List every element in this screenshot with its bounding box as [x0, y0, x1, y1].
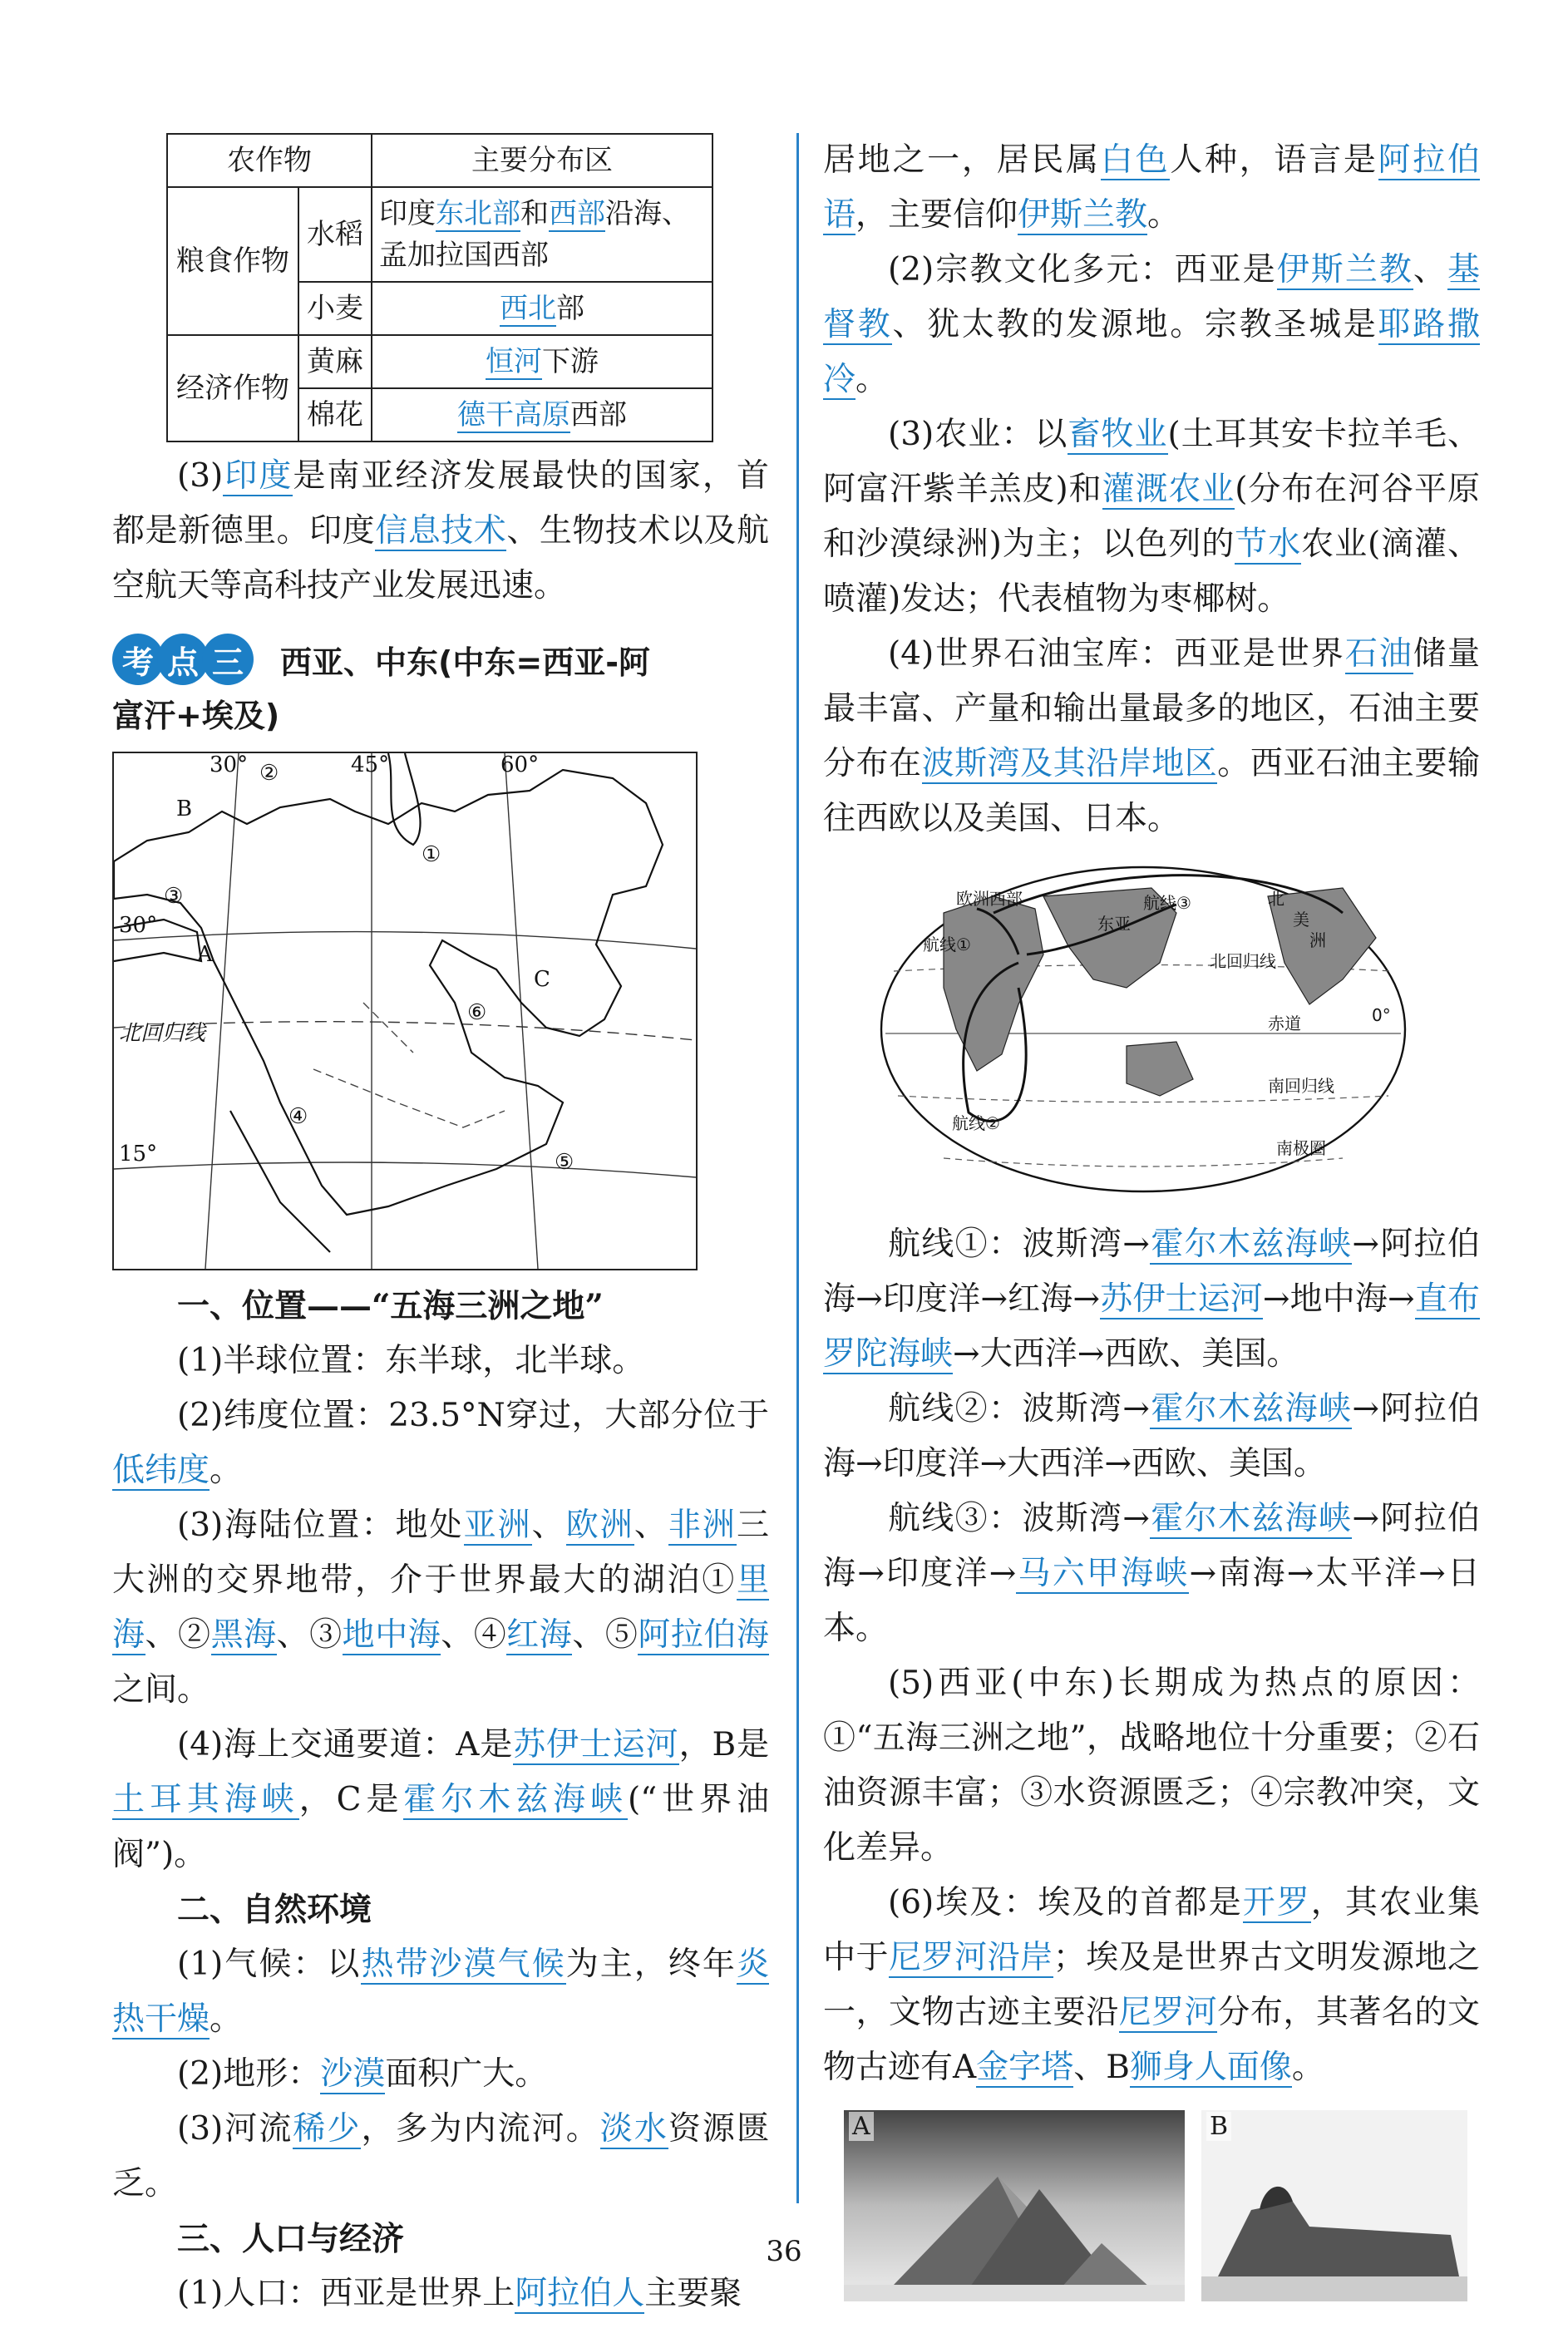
table-header: 主要分布区: [372, 134, 713, 187]
answer: 苏伊士运河: [1100, 1280, 1263, 1318]
text: (2)宗教文化多元：西亚是: [888, 251, 1277, 289]
answer: 欧洲: [565, 1507, 634, 1544]
paragraph: [112, 1388, 769, 1498]
answer: 尼罗河: [1118, 1994, 1218, 2031]
text: (1)气候：以: [177, 1946, 362, 1983]
text: (3): [177, 457, 224, 495]
paragraph: (5)西亚(中东)长期成为热点的原因：①“五海三洲之地”，战略地位十分重要；②石油资源丰富；③水资源匮乏；④宗教冲突，文化差异。: [823, 1665, 1480, 1867]
text: 、②: [145, 1616, 211, 1654]
answer: 信息技术: [375, 512, 507, 550]
map-label: 北: [1268, 889, 1284, 909]
paragraph: [823, 407, 1480, 627]
answer: 低纬度: [112, 1452, 210, 1489]
table-cell: 黄麻: [298, 335, 372, 388]
answer: 石油: [1344, 635, 1413, 673]
answer: 白色: [1100, 141, 1171, 179]
photo-ground: [844, 2285, 1185, 2301]
caspian-sea: [388, 753, 421, 845]
text: 农业(滴灌、喷灌)发达；代表植物为枣椰树。: [823, 525, 1480, 618]
text: 、犹太教的发源地。宗教圣城是: [892, 306, 1378, 343]
text: (6)埃及：埃及的首都是: [888, 1884, 1243, 1921]
crop-table: [166, 133, 713, 442]
table-cell: [372, 187, 713, 282]
heading-location: 一、位置——“五海三洲之地”: [177, 1287, 604, 1325]
text: 西部: [570, 398, 627, 432]
text: 、B: [1073, 2049, 1130, 2086]
badge-char: 三: [202, 634, 254, 685]
table-cell: 粮食作物: [167, 187, 298, 335]
map-number: ②: [259, 761, 279, 786]
text: 部: [556, 292, 584, 325]
answer: 淡水: [599, 2110, 668, 2148]
answer: 稀少: [293, 2110, 362, 2148]
paragraph: [112, 2102, 769, 2212]
text: ，多为内流河。: [361, 2110, 600, 2148]
answer: 印度: [223, 457, 293, 495]
answer: 阿拉伯人: [515, 2275, 645, 2312]
answer: 霍尔木兹海峡: [1150, 1390, 1353, 1428]
map-label: 0°: [1372, 1005, 1391, 1025]
answer: 苏伊士运河: [513, 1726, 679, 1763]
table-cell: 经济作物: [167, 335, 298, 441]
paragraph-india: [112, 449, 769, 614]
paragraph: [823, 133, 1480, 243]
border-line: [363, 1003, 413, 1053]
paragraph: [823, 627, 1480, 846]
map-label: 30°: [210, 752, 249, 777]
right-column: [823, 133, 1480, 2305]
paragraph: (1)半球位置：东半球，北半球。: [177, 1342, 645, 1379]
photo-ground: [1201, 2276, 1467, 2301]
meridian-line: [505, 753, 538, 1269]
text: 航线②：波斯湾→: [888, 1390, 1150, 1428]
text: 。: [210, 2000, 243, 2038]
answer: 霍尔木兹海峡: [1150, 1500, 1353, 1537]
text: 居地之一，居民属: [823, 141, 1101, 179]
answer: 地中海: [342, 1616, 441, 1654]
table-row: [167, 187, 713, 282]
answer: 金字塔: [976, 2049, 1074, 2086]
text: (4)世界石油宝库：西亚是世界: [888, 635, 1345, 673]
answer: 基督教: [823, 251, 1480, 343]
paragraph: [112, 1937, 769, 2047]
text: 。: [1147, 196, 1181, 234]
table-cell: 棉花: [298, 388, 372, 441]
text: →阿拉伯海→印度洋→红海→: [823, 1226, 1480, 1318]
map-label: 30°: [119, 913, 158, 938]
map-label: 南回归线: [1268, 1076, 1334, 1096]
answer: 节水: [1235, 525, 1302, 563]
section-kaodian: [112, 630, 769, 688]
text: (2)纬度位置：23.5°N穿过，大部分位于: [177, 1397, 769, 1434]
map-label: 航线②: [952, 1113, 1000, 1133]
answer: 马六甲海峡: [1016, 1555, 1190, 1592]
text: 、: [634, 1507, 668, 1544]
page-number: 36: [766, 2235, 802, 2268]
answer: 西北: [500, 292, 556, 325]
paragraph: [112, 2047, 769, 2102]
oil-route-map: [877, 863, 1409, 1196]
sphinx-photo: [1201, 2110, 1467, 2305]
text: 、: [1413, 251, 1447, 289]
map-label: 航线①: [923, 935, 971, 954]
text: (土耳其安卡拉羊毛、阿富汗紫羊羔皮)和: [823, 416, 1480, 508]
map-label: 洲: [1309, 930, 1326, 950]
map-label: 15°: [119, 1142, 158, 1166]
paragraph: [823, 1876, 1480, 2095]
map-label: 60°: [500, 752, 540, 777]
text: 资源匮乏。: [112, 2110, 769, 2202]
text: →大西洋→西欧、美国。: [953, 1335, 1299, 1373]
map-point: A: [197, 942, 213, 967]
kaodian-title-cont: 富汗+埃及): [112, 698, 280, 734]
map-label: 欧洲西部: [956, 889, 1023, 909]
answer: 里海: [112, 1561, 769, 1654]
map-label: 南极圈: [1276, 1138, 1326, 1158]
text: (“世界油阀”)。: [112, 1781, 769, 1873]
badge-char: 考: [112, 634, 164, 685]
map-point: C: [534, 967, 550, 992]
paragraph: [823, 243, 1480, 407]
map-label: 东亚: [1097, 914, 1131, 934]
answer: 热带沙漠气候: [361, 1946, 566, 1983]
text: 。: [855, 361, 889, 398]
map-number: ③: [164, 884, 184, 909]
answer: 德干高原: [457, 398, 570, 432]
answer: 阿拉伯海: [638, 1616, 769, 1654]
column-divider: [796, 133, 799, 2203]
answer: 红海: [506, 1616, 573, 1654]
paragraph: [823, 1492, 1480, 1656]
text: (3)海陆位置：地处: [177, 1507, 464, 1544]
text: (4)海上交通要道：A是: [177, 1726, 514, 1763]
text: 、③: [276, 1616, 343, 1654]
map-label: 45°: [351, 752, 390, 777]
region-outline: [114, 770, 663, 1215]
answer: 狮身人面像: [1129, 2049, 1292, 2086]
answer: 恒河: [486, 345, 542, 378]
paragraph: [112, 1498, 769, 1718]
answer: 霍尔木兹海峡: [1150, 1226, 1353, 1263]
table-cell: 水稻: [298, 187, 372, 282]
text: 面积广大。: [385, 2055, 548, 2093]
map-label: 北回归线: [119, 1021, 206, 1046]
text: (3)农业：以: [888, 416, 1068, 453]
answer: 霍尔木兹海峡: [403, 1781, 629, 1818]
answer: 灌溉农业: [1102, 471, 1235, 508]
answer: 炎热干燥: [112, 1946, 769, 2038]
text: 印度: [379, 197, 436, 230]
map-label: 北回归线: [1210, 951, 1276, 971]
text: 、④: [441, 1616, 507, 1654]
west-asia-map: [112, 752, 698, 1270]
photo-row: [844, 2110, 1480, 2305]
heading-population: 三、人口与经济: [177, 2220, 405, 2258]
answer: 土耳其海峡: [112, 1781, 299, 1818]
text: →阿拉伯海→印度洋→大西洋→西欧、美国。: [823, 1390, 1480, 1482]
pyramid-photo: [844, 2110, 1185, 2305]
text: 。: [1291, 2049, 1324, 2086]
text: 是南亚经济发展最快的国家，首都是新德里。印度: [112, 457, 769, 550]
text: 。西亚石油主要输往西欧以及美国、日本。: [823, 745, 1480, 837]
answer: 东北部: [436, 197, 520, 230]
kaodian-badge: [112, 634, 247, 685]
text: 人种，语言是: [1170, 141, 1378, 179]
table-header: 农作物: [167, 134, 372, 187]
text: →阿拉伯海→印度洋→: [823, 1500, 1480, 1592]
border-line: [313, 1069, 505, 1127]
paragraph: [823, 1382, 1480, 1492]
text: ，B是: [678, 1726, 769, 1763]
answer: 非洲: [668, 1507, 737, 1544]
table-cell: 小麦: [298, 282, 372, 335]
table-cell: [372, 335, 713, 388]
answer: 波斯湾及其沿岸地区: [921, 745, 1218, 782]
table-cell: [372, 282, 713, 335]
left-column: [112, 133, 769, 2321]
answer: 直布罗陀海峡: [823, 1280, 1480, 1373]
text: →地中海→: [1262, 1280, 1415, 1318]
text: 储量最丰富、产量和输出量最多的地区，石油主要分布在: [823, 635, 1480, 782]
answer: 伊斯兰教: [1276, 251, 1413, 289]
photo-label: B: [1206, 2112, 1231, 2141]
text: ，主要信仰: [855, 196, 1018, 234]
text: →南海→太平洋→日本。: [823, 1555, 1480, 1647]
answer: 阿拉伯语: [823, 141, 1480, 234]
photo-label: A: [849, 2112, 874, 2141]
table-cell: [372, 388, 713, 441]
red-sea-coast: [230, 1111, 330, 1252]
answer: 伊斯兰教: [1018, 196, 1148, 234]
table-row: [167, 134, 713, 187]
text: 和: [520, 197, 549, 230]
map-number: ⑤: [555, 1150, 574, 1175]
paragraph: [112, 1718, 769, 1882]
text: 。: [210, 1452, 243, 1489]
text: 、: [531, 1507, 566, 1544]
text: 、生物技术以及航空航天等高科技产业发展迅速。: [112, 512, 769, 604]
parallel-line: [114, 1162, 696, 1177]
paragraph: [823, 1217, 1480, 1382]
map-label: 航线③: [1143, 893, 1191, 913]
map-point: B: [176, 797, 193, 821]
heading-environment: 二、自然环境: [177, 1891, 372, 1929]
map-label: 美: [1293, 910, 1309, 930]
answer: 西部: [549, 197, 605, 230]
table-row: [167, 335, 713, 388]
answer: 耶路撒冷: [823, 306, 1480, 398]
paragraph: [112, 2266, 769, 2321]
text: 三大洲的交界地带，介于世界最大的湖泊①: [112, 1507, 769, 1599]
text: 之间。: [112, 1671, 210, 1709]
answer: 黑海: [210, 1616, 277, 1654]
text: (3)河流: [177, 2110, 293, 2148]
text: 航线③：波斯湾→: [888, 1500, 1150, 1537]
answer: 沙漠: [320, 2055, 386, 2093]
text: ；埃及是世界古文明发源地之一，文物古迹主要沿: [823, 1939, 1480, 2031]
answer: 开罗: [1242, 1884, 1311, 1921]
text: ，其农业集中于: [823, 1884, 1480, 1976]
answer: 亚洲: [463, 1507, 532, 1544]
text: (1)人口：西亚是世界上: [177, 2275, 515, 2312]
text: 主要聚: [644, 2275, 742, 2312]
text: 分布，其著名的文物古迹有A: [823, 1994, 1480, 2086]
text: 沿海、孟加拉国西部: [379, 197, 690, 272]
text: ，C是: [298, 1781, 404, 1818]
text: 航线①：波斯湾→: [888, 1226, 1150, 1263]
map-number: ⑥: [467, 1000, 487, 1025]
map-label: 赤道: [1268, 1014, 1301, 1033]
text: 为主，终年: [565, 1946, 737, 1983]
answer: 尼罗河沿岸: [889, 1939, 1053, 1976]
sphinx-image: [1201, 2110, 1467, 2301]
meridian-line: [205, 753, 239, 1269]
text: (2)地形：: [177, 2055, 321, 2093]
text: 下游: [542, 345, 599, 378]
map-number: ①: [422, 842, 441, 867]
kaodian-title: 西亚、中东(中东=西亚-阿: [280, 644, 650, 681]
map-number: ④: [288, 1104, 308, 1129]
pyramid-image: [844, 2110, 1185, 2301]
text: (分布在河谷平原和沙漠绿洲)为主；以色列的: [823, 471, 1480, 563]
answer: 畜牧业: [1068, 416, 1168, 453]
badge-char: 点: [157, 634, 209, 685]
text: 、⑤: [572, 1616, 639, 1654]
